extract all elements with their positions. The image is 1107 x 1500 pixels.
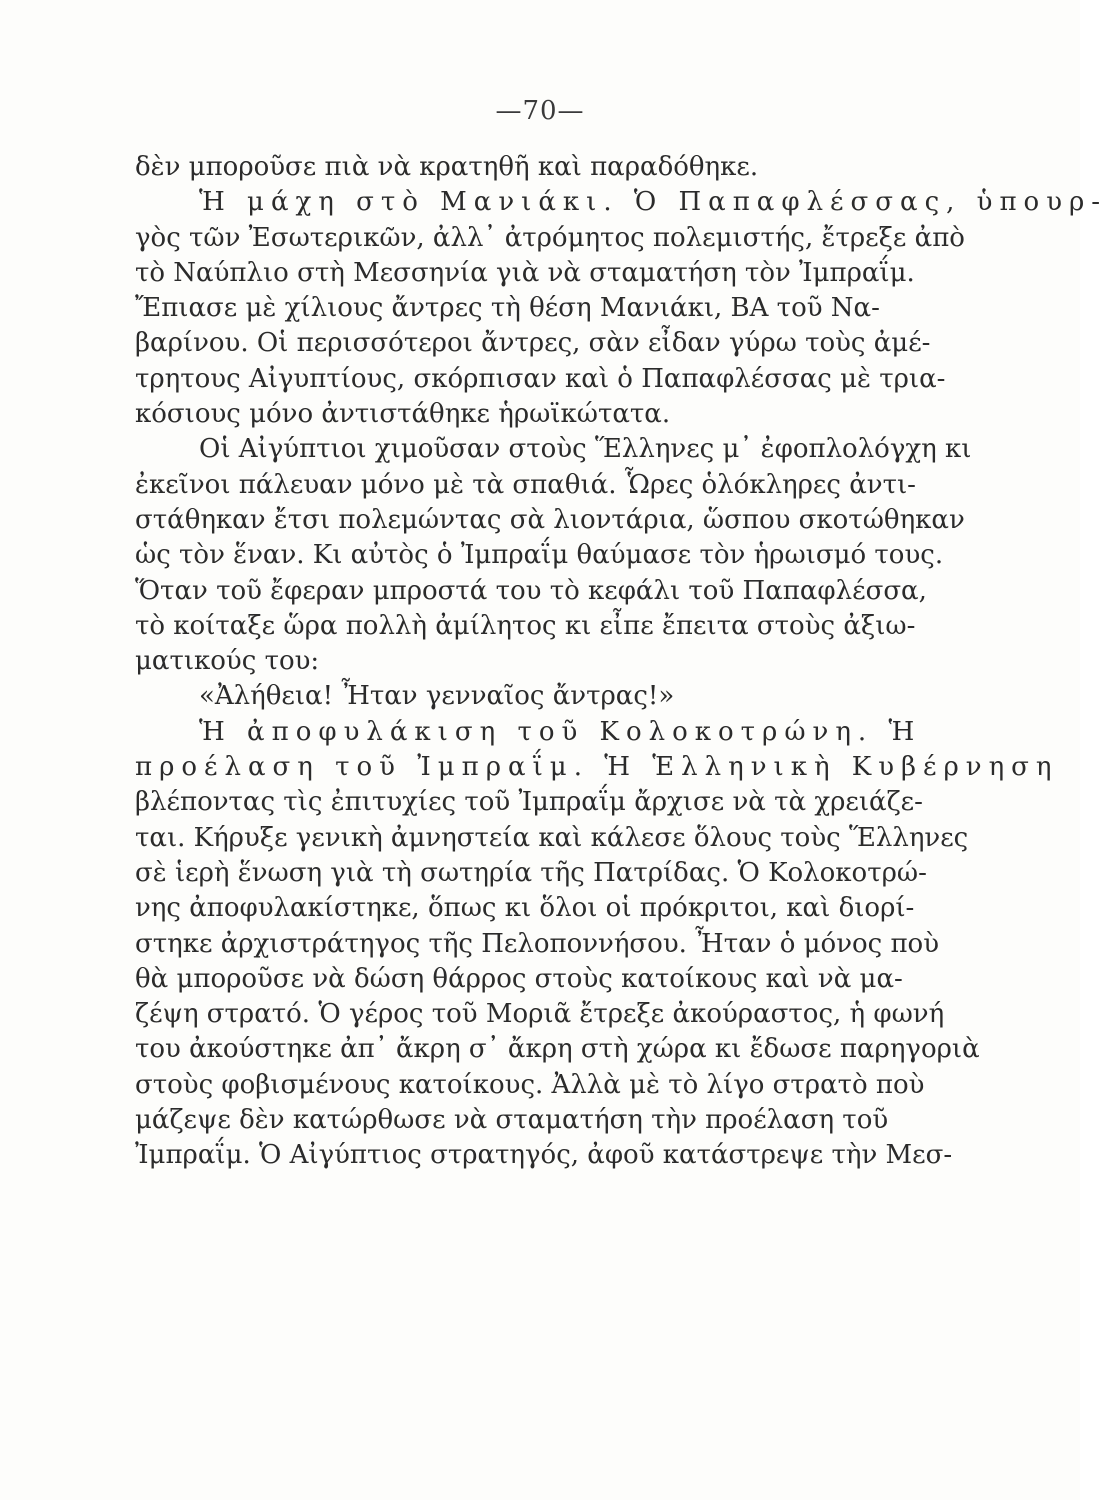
text-line-22: νης ἀποφυλακίστηκε, ὅπως κι ὅλοι οἱ πρόκριτοι, καὶ διορί-	[135, 893, 915, 924]
text-line-7: τρητους Αἰγυπτίους, σκόρπισαν καὶ ὁ Παπαφλέσσας μὲ τρια-	[135, 363, 946, 394]
text-line-14: τὸ κοίταξε ὥρα πολλὴ ἀμίλητος κι εἶπε ἔπειτα στοὺς ἀξιω-	[135, 610, 916, 641]
text-line-13: Ὅταν τοῦ ἔφεραν μπροστά του τὸ κεφάλι τοῦ Παπαφλέσσα,	[135, 575, 927, 606]
text-line-5: Ἔπιασε μὲ χίλιους ἄντρες τὴ θέση Μανιάκι, ΒΑ τοῦ Να-	[135, 293, 880, 324]
text-line-19: βλέποντας τὶς ἐπιτυχίες τοῦ Ἰμπραΐμ ἄρχισε νὰ τὰ χρειάζε-	[135, 787, 923, 818]
text-line-15: ματικούς του:	[135, 646, 320, 677]
text-line-20: ται. Κήρυξε γενικὴ ἀμνηστεία καὶ κάλεσε ὅλους τοὺς Ἕλληνες	[135, 822, 969, 853]
text-line-12: ὡς τὸν ἕναν. Κι αὐτὸς ὁ Ἰμπραΐμ θαύμασε τὸν ἡρωισμό τους.	[135, 540, 944, 571]
text-line-28: μάζεψε δὲν κατώρθωσε νὰ σταματήση τὴν προέλαση τοῦ	[135, 1105, 889, 1136]
section-heading-ibrahim: προέλαση τοῦ Ἰμπραΐμ. Ἡ Ἑλληνικὴ Κυβέρνηση	[135, 752, 1059, 783]
text-line-26: του ἀκούστηκε ἀπ᾽ ἄκρη σ᾽ ἄκρη στὴ χώρα κι ἔδωσε παρηγοριὰ	[135, 1034, 980, 1065]
text-line-11: στάθηκαν ἔτσι πολεμώντας σὰ λιοντάρια, ὥσπου σκοτώθηκαν	[135, 504, 965, 535]
text-line-21: σὲ ἱερὴ ἕνωση γιὰ τὴ σωτηρία τῆς Πατρίδας. Ὁ Κολοκοτρώ-	[135, 857, 927, 888]
section-heading-kolokotronis: Ἡ ἀποφυλάκιση τοῦ Κολοκοτρώνη. Ἡ	[199, 716, 922, 747]
text-line-23: στηκε ἀρχιστράτηγος τῆς Πελοποννήσου. Ἦταν ὁ μόνος ποὺ	[135, 928, 940, 959]
quote-line: «Ἀλήθεια! Ἦταν γενναῖος ἄντρας!»	[199, 681, 675, 712]
text-line-8: κόσιους μόνο ἀντιστάθηκε ἡρωϊκώτατα.	[135, 399, 671, 430]
page-number: —70—	[495, 96, 585, 126]
section-heading-maniaki: Ἡ μάχη στὸ Μανιάκι. Ὁ Παπαφλέσσας, ὑπουρ-	[199, 187, 1107, 218]
text-line-27: στοὺς φοβισμένους κατοίκους. Ἀλλὰ μὲ τὸ λίγο στρατὸ ποὺ	[135, 1069, 925, 1100]
text-line-1: δὲν μποροῦσε πιὰ νὰ κρατηθῆ καὶ παραδόθηκε.	[135, 152, 759, 182]
text-line-4: τὸ Ναύπλιο στὴ Μεσσηνία γιὰ νὰ σταματήση τὸν Ἰμπραΐμ.	[135, 257, 915, 288]
text-line-25: ζέψη στρατό. Ὁ γέρος τοῦ Μοριᾶ ἔτρεξε ἀκούραστος, ἡ φωνή	[135, 999, 945, 1030]
text-line-10: ἐκεῖνοι πάλευαν μόνο μὲ τὰ σπαθιά. Ὧρες ὁλόκληρες ἀντι-	[135, 469, 916, 500]
text-line-6: βαρίνου. Οἱ περισσότεροι ἄντρες, σὰν εἶδαν γύρω τοὺς ἀμέ-	[135, 328, 931, 359]
text-line-29: Ἰμπραΐμ. Ὁ Αἰγύπτιος στρατηγός, ἀφοῦ κατάστρεψε τὴν Μεσ-	[135, 1140, 953, 1171]
text-line-24: θὰ μποροῦσε νὰ δώση θάρρος στοὺς κατοίκους καὶ νὰ μα-	[135, 963, 903, 994]
body-text	[135, 150, 1107, 1174]
text-line-3: γὸς τῶν Ἐσωτερικῶν, ἀλλ᾽ ἀτρόμητος πολεμιστής, ἔτρεξε ἀπὸ	[135, 222, 965, 253]
paragraph-egyptians: Οἱ Αἰγύπτιοι χιμοῦσαν στοὺς Ἕλληνες μ᾽ ἐφοπλολόγχη κι	[199, 434, 972, 465]
